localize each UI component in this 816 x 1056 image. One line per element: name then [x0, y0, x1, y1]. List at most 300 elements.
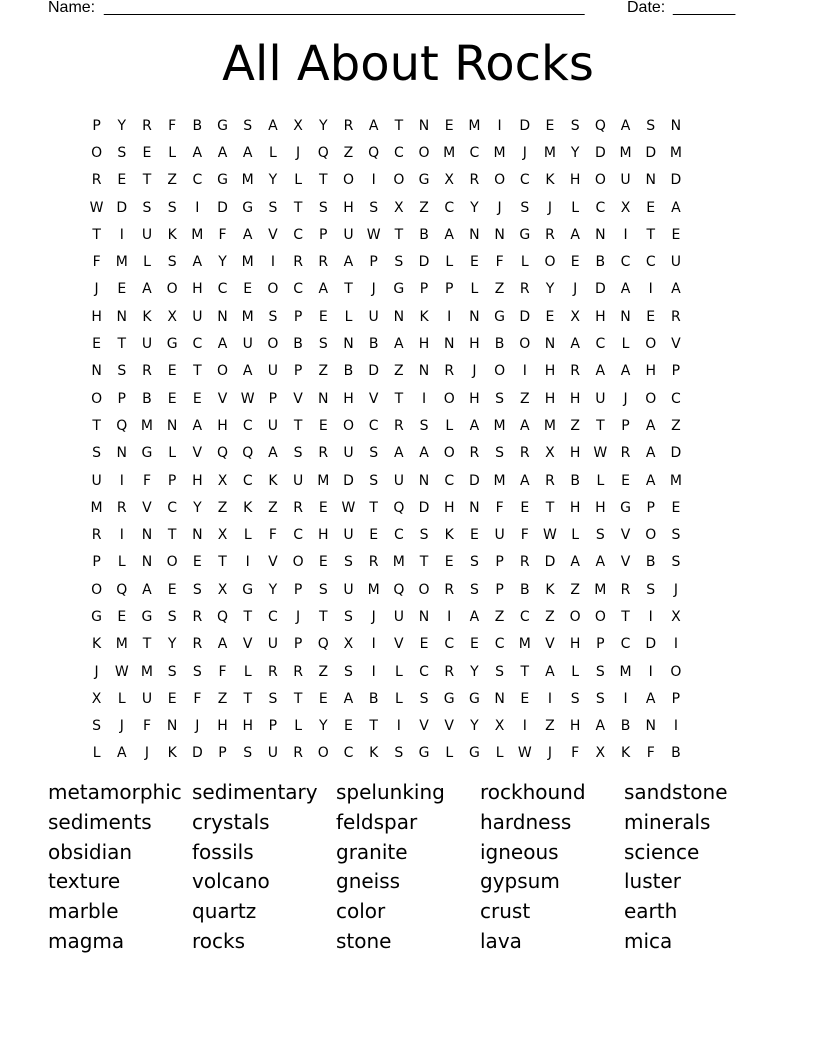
grid-letter: R [444, 581, 455, 598]
grid-letter: F [268, 527, 277, 544]
grid-letter: I [447, 608, 452, 625]
grid-letter: F [646, 745, 655, 762]
grid-row [84, 467, 732, 494]
grid-letter: Z [343, 144, 354, 161]
grid-row [84, 740, 732, 767]
grid-row [84, 521, 732, 548]
grid-letter: O [519, 336, 531, 353]
grid-letter: F [142, 718, 151, 735]
grid-letter: L [520, 254, 529, 271]
grid-letter: E [671, 226, 681, 243]
grid-letter: T [293, 199, 303, 216]
grid-letter: R [318, 445, 329, 462]
grid-letter: F [520, 527, 529, 544]
grid-letter: L [495, 745, 504, 762]
grid-letter: U [242, 336, 253, 353]
grid-letter: G [468, 690, 480, 707]
grid-letter: M [518, 636, 531, 653]
grid-letter: J [673, 581, 678, 598]
grid-letter: T [394, 117, 404, 134]
grid-letter: E [520, 690, 530, 707]
grid-letter: I [648, 608, 653, 625]
letter-grid [84, 112, 732, 767]
grid-letter: F [193, 690, 202, 707]
grid-letter: E [167, 690, 177, 707]
grid-letter: X [444, 172, 455, 189]
grid-letter: A [545, 663, 555, 680]
grid-letter: Z [217, 499, 228, 516]
grid-letter: T [193, 363, 202, 380]
grid-letter: H [595, 308, 606, 325]
word-bank-item: spelunking [336, 780, 445, 804]
grid-letter: E [621, 472, 630, 489]
grid-letter: C [444, 472, 455, 489]
grid-letter: W [240, 390, 255, 407]
grid-letter: I [497, 117, 502, 134]
grid-letter: X [545, 445, 555, 462]
grid-row [84, 221, 732, 248]
grid-letter: E [520, 499, 530, 516]
grid-letter: H [469, 336, 480, 353]
grid-letter: S [595, 690, 605, 707]
grid-letter: F [495, 499, 504, 516]
grid-letter: S [167, 254, 177, 271]
grid-letter: S [646, 581, 656, 598]
grid-letter: I [522, 363, 527, 380]
grid-letter: C [469, 144, 480, 161]
grid-letter: O [393, 172, 405, 189]
grid-letter: R [519, 281, 530, 298]
grid-letter: S [646, 117, 656, 134]
grid-letter: H [544, 363, 556, 380]
grid-letter: G [620, 499, 631, 516]
grid-letter: H [217, 417, 228, 434]
grid-letter: T [545, 499, 555, 516]
grid-letter: O [494, 172, 506, 189]
grid-letter: K [369, 745, 379, 762]
grid-letter: H [569, 636, 581, 653]
grid-letter: V [192, 445, 203, 462]
grid-letter: V [545, 636, 555, 653]
grid-letter: S [469, 554, 479, 571]
grid-letter: U [141, 226, 153, 243]
name-blank-line[interactable]: ______________________________________________________ [104, 0, 585, 16]
grid-letter: E [92, 336, 102, 353]
grid-letter: U [267, 745, 279, 762]
grid-letter: H [569, 499, 581, 516]
grid-letter: T [319, 172, 328, 189]
grid-letter: A [318, 281, 329, 298]
grid-letter: D [519, 308, 531, 325]
grid-letter: T [117, 336, 127, 353]
grid-letter: A [570, 226, 580, 243]
grid-row [84, 631, 732, 658]
grid-letter: M [191, 226, 204, 243]
grid-letter: H [318, 527, 329, 544]
grid-letter: C [620, 254, 631, 271]
grid-letter: K [419, 308, 429, 325]
grid-letter: F [168, 117, 177, 134]
grid-letter: L [143, 254, 151, 271]
grid-row [84, 713, 732, 740]
grid-letter: A [671, 199, 681, 216]
grid-letter: A [242, 144, 253, 161]
grid-letter: S [192, 663, 202, 680]
grid-letter: I [547, 690, 553, 707]
grid-letter: Y [167, 636, 177, 653]
grid-letter: F [142, 472, 151, 489]
grid-row [84, 330, 732, 357]
grid-letter: Q [317, 636, 329, 653]
grid-letter: V [419, 718, 429, 735]
word-bank-item: sediments [48, 809, 152, 834]
grid-letter: R [620, 581, 631, 598]
grid-letter: N [443, 336, 455, 353]
grid-letter: L [168, 144, 177, 161]
grid-letter: X [595, 745, 606, 762]
grid-letter: A [116, 745, 127, 762]
grid-letter: E [318, 417, 328, 434]
grid-letter: O [91, 144, 103, 161]
grid-letter: K [620, 745, 631, 762]
grid-letter: Z [519, 390, 530, 407]
grid-row [84, 139, 732, 166]
grid-letter: W [517, 745, 532, 762]
grid-letter: S [419, 527, 429, 544]
grid-letter: B [671, 745, 681, 762]
grid-letter: T [293, 690, 303, 707]
grid-letter: A [217, 144, 228, 161]
grid-letter: J [371, 281, 376, 298]
grid-letter: N [141, 554, 153, 571]
grid-letter: S [167, 663, 177, 680]
word-bank-item: lava [480, 928, 522, 953]
grid-letter: V [444, 718, 454, 735]
grid-row [84, 440, 732, 467]
grid-letter: L [596, 472, 605, 489]
grid-letter: D [594, 281, 606, 298]
grid-letter: J [497, 199, 502, 216]
grid-letter: C [494, 636, 505, 653]
grid-letter: A [268, 445, 278, 462]
grid-letter: R [671, 308, 681, 325]
grid-letter: S [369, 445, 379, 462]
grid-letter: V [142, 499, 152, 516]
word-bank-item: magma [48, 928, 125, 953]
grid-letter: B [494, 336, 505, 353]
grid-letter: L [344, 308, 353, 325]
grid-letter: X [394, 199, 404, 216]
grid-letter: K [167, 226, 177, 243]
grid-letter: F [92, 254, 101, 271]
grid-letter: H [242, 718, 253, 735]
grid-letter: W [341, 499, 356, 516]
grid-letter: H [544, 390, 556, 407]
grid-letter: B [620, 718, 631, 735]
grid-letter: E [142, 144, 152, 161]
grid-letter: G [418, 172, 430, 189]
grid-letter: C [192, 336, 203, 353]
word-bank-item: sandstone [624, 780, 728, 804]
grid-letter: L [243, 663, 252, 680]
grid-letter: N [91, 363, 102, 380]
grid-letter: A [645, 690, 656, 707]
grid-letter: L [243, 527, 252, 544]
word-bank-item: mica [624, 928, 673, 953]
grid-letter: I [371, 172, 376, 189]
grid-letter: P [419, 281, 429, 298]
word-bank-item: gneiss [336, 869, 401, 894]
grid-row [84, 248, 732, 275]
grid-row [84, 685, 732, 712]
grid-letter: I [270, 254, 275, 271]
grid-letter: T [596, 417, 605, 434]
grid-letter: R [116, 499, 127, 516]
grid-letter: V [268, 226, 278, 243]
grid-letter: M [543, 144, 557, 161]
grid-letter: A [519, 472, 530, 489]
grid-letter: R [545, 472, 555, 489]
grid-letter: R [142, 363, 152, 380]
grid-letter: H [443, 499, 455, 516]
grid-letter: M [392, 554, 405, 571]
grid-letter: L [394, 690, 403, 707]
grid-letter: A [343, 690, 354, 707]
grid-letter: S [394, 745, 404, 762]
grid-row [84, 603, 732, 630]
grid-letter: P [268, 718, 278, 735]
grid-letter: F [571, 745, 580, 762]
grid-letter: D [670, 172, 682, 189]
grid-letter: A [368, 117, 379, 134]
grid-letter: S [293, 445, 303, 462]
grid-letter: P [621, 417, 630, 434]
grid-letter: E [469, 254, 479, 271]
grid-letter: B [368, 690, 379, 707]
grid-letter: P [293, 363, 303, 380]
grid-letter: K [268, 472, 278, 489]
grid-row [84, 576, 732, 603]
grid-letter: J [522, 144, 527, 161]
grid-letter: A [469, 608, 480, 625]
grid-letter: Z [318, 363, 329, 380]
grid-letter: E [318, 499, 328, 516]
grid-letter: A [242, 363, 253, 380]
grid-letter: N [166, 718, 178, 735]
grid-letter: Z [494, 608, 505, 625]
grid-row [84, 167, 732, 194]
grid-letter: B [368, 336, 379, 353]
grid-letter: A [645, 472, 656, 489]
word-bank-item: luster [624, 869, 682, 894]
grid-letter: Q [594, 117, 606, 134]
grid-letter: S [344, 608, 353, 625]
grid-letter: L [571, 527, 580, 544]
word-bank-item: color [336, 899, 386, 924]
grid-letter: L [571, 199, 580, 216]
grid-letter: Y [193, 499, 202, 516]
grid-letter: M [367, 581, 380, 598]
grid-letter: J [371, 608, 376, 625]
grid-letter: Y [268, 172, 278, 189]
grid-letter: C [595, 336, 606, 353]
grid-letter: L [445, 254, 454, 271]
grid-letter: H [569, 390, 581, 407]
grid-letter: P [495, 581, 504, 598]
grid-letter: U [368, 308, 379, 325]
grid-letter: N [494, 690, 505, 707]
grid-letter: J [472, 363, 477, 380]
grid-letter: R [545, 226, 555, 243]
grid-letter: Q [393, 499, 405, 516]
grid-letter: I [421, 390, 427, 407]
grid-letter: Y [218, 254, 227, 271]
grid-letter: Q [116, 417, 128, 434]
grid-letter: M [493, 417, 506, 434]
name-label: Name: [48, 0, 96, 16]
grid-letter: U [595, 390, 606, 407]
grid-letter: M [493, 472, 506, 489]
grid-letter: U [267, 417, 279, 434]
grid-letter: A [595, 363, 606, 380]
word-bank-item: quartz [192, 899, 257, 924]
grid-letter: O [645, 527, 657, 544]
grid-letter: H [569, 718, 581, 735]
grid-letter: Y [268, 581, 278, 598]
grid-letter: Z [570, 417, 580, 434]
grid-letter: N [620, 308, 631, 325]
grid-letter: H [343, 199, 354, 216]
grid-letter: R [268, 663, 278, 680]
grid-letter: N [418, 363, 430, 380]
grid-letter: G [141, 445, 153, 462]
grid-letter: Q [217, 608, 229, 625]
grid-letter: Q [217, 445, 229, 462]
grid-letter: R [192, 608, 203, 625]
grid-row [84, 194, 732, 221]
grid-letter: I [648, 663, 653, 680]
grid-letter: N [595, 226, 606, 243]
grid-letter: O [166, 554, 178, 571]
grid-letter: S [167, 608, 177, 625]
grid-letter: L [571, 663, 580, 680]
grid-letter: R [293, 499, 303, 516]
grid-letter: S [495, 390, 505, 407]
grid-letter: G [217, 172, 228, 189]
grid-letter: E [318, 308, 328, 325]
grid-letter: P [369, 254, 378, 271]
grid-letter: N [494, 226, 505, 243]
grid-letter: D [469, 472, 480, 489]
grid-letter: P [596, 636, 605, 653]
word-bank-item: igneous [480, 839, 559, 864]
grid-letter: A [469, 417, 480, 434]
grid-letter: I [396, 718, 401, 735]
grid-letter: V [293, 390, 303, 407]
grid-letter: X [343, 636, 354, 653]
grid-row [84, 385, 732, 412]
grid-letter: G [166, 336, 178, 353]
grid-letter: D [594, 144, 606, 161]
grid-letter: S [268, 308, 278, 325]
grid-letter: B [419, 226, 429, 243]
grid-letter: C [217, 281, 228, 298]
grid-letter: T [293, 417, 303, 434]
grid-letter: C [393, 144, 404, 161]
word-bank-item: hardness [480, 809, 572, 834]
grid-letter: L [294, 718, 302, 735]
grid-letter: W [366, 226, 381, 243]
grid-letter: M [468, 117, 481, 134]
word-bank-item: minerals [624, 809, 711, 834]
grid-letter: P [293, 636, 303, 653]
grid-letter: G [91, 608, 103, 625]
grid-letter: A [192, 144, 203, 161]
grid-letter: O [217, 363, 229, 380]
word-bank-item: fossils [192, 839, 254, 864]
grid-letter: R [570, 363, 581, 380]
grid-letter: D [116, 199, 128, 216]
grid-letter: C [167, 499, 178, 516]
grid-letter: D [343, 472, 354, 489]
grid-letter: U [343, 527, 354, 544]
grid-letter: O [645, 390, 657, 407]
grid-letter: J [623, 390, 628, 407]
grid-letter: S [318, 581, 328, 598]
grid-letter: N [469, 499, 480, 516]
grid-letter: H [645, 363, 656, 380]
grid-letter: H [91, 308, 102, 325]
grid-letter: R [91, 172, 102, 189]
date-blank-line[interactable]: _______ [673, 0, 736, 16]
grid-letter: O [569, 608, 581, 625]
grid-letter: S [394, 254, 404, 271]
grid-letter: C [293, 527, 303, 544]
grid-letter: A [268, 117, 278, 134]
grid-letter: P [92, 554, 101, 571]
grid-letter: H [217, 718, 228, 735]
grid-letter: D [645, 144, 657, 161]
grid-letter: N [343, 336, 354, 353]
grid-letter: D [418, 499, 430, 516]
grid-letter: L [470, 281, 479, 298]
grid-letter: K [142, 308, 152, 325]
grid-letter: B [343, 363, 354, 380]
grid-letter: P [117, 390, 126, 407]
grid-letter: C [242, 472, 253, 489]
grid-letter: I [522, 718, 527, 735]
grid-letter: T [92, 226, 101, 243]
grid-letter: J [547, 745, 553, 762]
grid-letter: Z [268, 499, 278, 516]
grid-letter: S [570, 690, 580, 707]
grid-letter: D [670, 445, 682, 462]
grid-letter: M [241, 172, 254, 189]
grid-letter: A [192, 417, 203, 434]
grid-row [84, 358, 732, 385]
grid-letter: S [495, 445, 505, 462]
grid-letter: A [142, 281, 152, 298]
grid-letter: A [595, 554, 606, 571]
grid-letter: R [469, 445, 480, 462]
grid-letter: D [519, 117, 531, 134]
grid-letter: U [267, 363, 279, 380]
grid-letter: T [394, 226, 404, 243]
grid-letter: R [469, 172, 480, 189]
grid-letter: I [673, 636, 678, 653]
grid-letter: H [469, 390, 480, 407]
word-bank-item: obsidian [48, 839, 133, 864]
